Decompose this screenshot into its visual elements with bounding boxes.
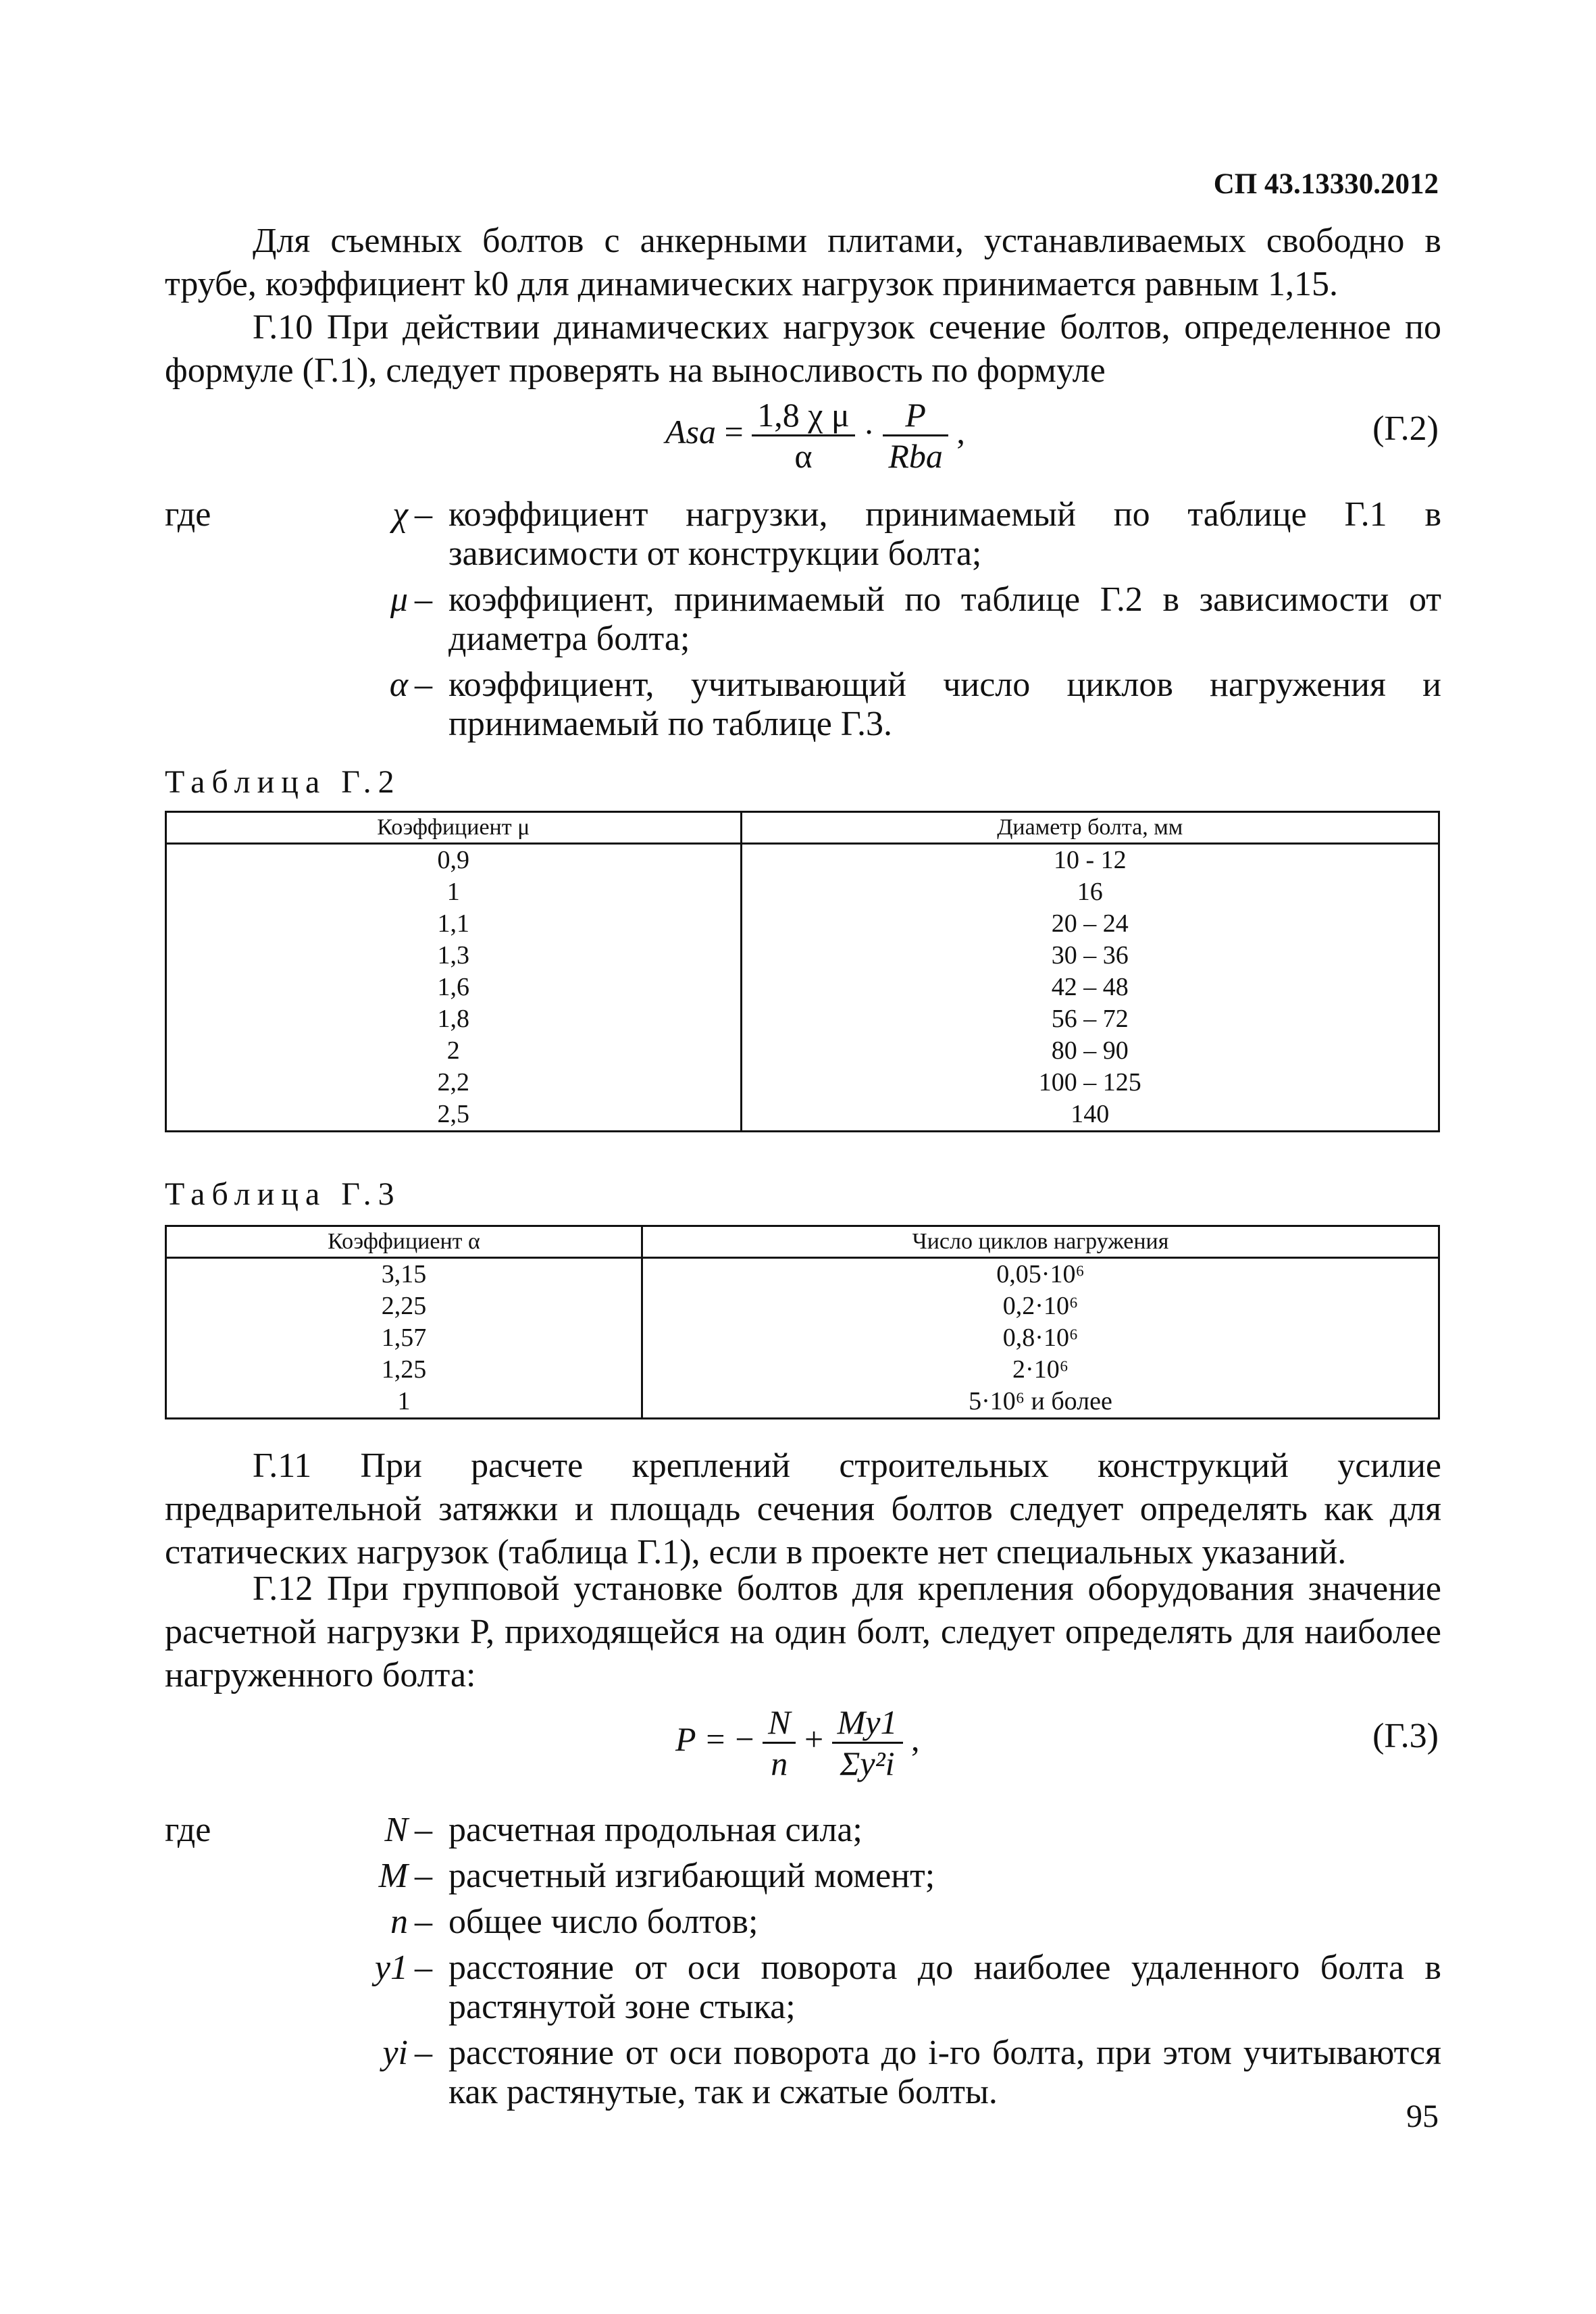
formula-g2-lhs: Asa [665,412,716,451]
table-row [166,1067,1439,1099]
formula-g2-fraction2: $\frac{P}{\text{Rba}}$ [883,395,948,476]
definition-dash: – [415,1948,432,1987]
definition-dash: – [415,2034,432,2072]
table-cell: 2,25 [166,1290,642,1322]
definition-where [165,580,273,659]
definition-text: общее число болтов; [448,1903,758,1941]
definition-text: расстояние от оси поворота до наиболее удаленного болта в растянутой зоне стыка; [448,1948,1441,2026]
definition-text: коэффициент, учитывающий число циклов нагружения и принимаемый по таблице Г.3. [448,665,1441,743]
table-cell: 80 – 90 [741,1035,1439,1067]
table-cell: 100 – 125 [741,1067,1439,1099]
definition-where: где [165,495,211,534]
table-cell: 0,05·10⁶ [642,1258,1439,1291]
definition-item [165,1948,1441,2027]
definition-symbol: n [390,1903,408,1941]
definition-symbol: M [378,1857,408,1895]
formula-g3-lhs: P = [675,1719,727,1758]
table-row [166,1354,1439,1386]
table-cell: 1,1 [166,908,742,940]
table-row [166,972,1439,1003]
definition-where [165,1857,273,1896]
table-cell: 1,3 [166,940,742,972]
table-row [166,940,1439,972]
table-cell: 1 [166,1386,642,1419]
definition-where [165,1903,273,1942]
table-cell: 1,8 [166,1003,742,1035]
page-number: 95 [1406,2098,1439,2134]
definition-item [165,1811,1441,1850]
definitions-g3 [165,1811,1441,2119]
definitions-g2 [165,495,1441,751]
table-cell: 1,6 [166,972,742,1003]
definition-symbol: y1 [374,1948,408,1987]
table-row [166,876,1439,908]
formula-g2-fraction1: $\frac{\text{1,8 χ μ}}{\alpha}$ [752,395,855,476]
definition-item [165,1903,1441,1942]
definition-where: где [165,1811,211,1849]
table-g3 [165,1225,1440,1419]
definition-text: расчетная продольная сила; [448,1811,863,1849]
table-g2 [165,811,1440,1132]
definition-where [165,665,273,744]
table-row [166,844,1439,877]
table-g2-caption: Таблица Г.2 [165,764,401,800]
definition-dash: – [415,1903,432,1941]
table-row [166,1035,1439,1067]
formula-g3-fraction2: $\frac{My1}{\text{Σy²i}}$ [832,1703,903,1783]
table-g2-header-diameter: Диаметр болта, мм [741,812,1439,844]
table-cell: 5·10⁶ и более [642,1386,1439,1419]
formula-g2-number: (Г.2) [1372,409,1439,448]
table-row [166,1386,1439,1419]
definition-symbol: χ [392,495,408,534]
table-g3-caption: Таблица Г.3 [165,1176,401,1212]
paragraph-anchor-bolts: Для съемных болтов с анкерными плитами, устанавливаемых свободно в трубе, коэффициент k0 для динамических нагрузок принимается равным 1,15. [165,222,1441,303]
table-cell: 2,5 [166,1099,742,1132]
table-cell: 0,9 [166,844,742,877]
definition-text: коэффициент, принимаемый по таблице Г.2 в зависимости от диаметра болта; [448,580,1441,658]
formula-g3-number: (Г.3) [1372,1717,1439,1755]
definition-dash: – [415,665,432,704]
table-cell: 140 [741,1099,1439,1132]
paragraph-g11: Г.11 При расчете креплений строительных конструкций усилие предварительной затяжки и площадь сечения болтов следует определять как для статических нагрузок (таблица Г.1), если в проекте нет специальных указаний. [165,1447,1441,1571]
table-g2-header-coef: Коэффициент μ [166,812,742,844]
definition-item [165,2034,1441,2112]
table-cell: 1,25 [166,1354,642,1386]
table-cell: 1 [166,876,742,908]
definition-dash: – [415,1857,432,1895]
table-row [166,908,1439,940]
table-cell: 10 - 12 [741,844,1439,877]
table-cell: 0,8·10⁶ [642,1322,1439,1354]
table-cell: 16 [741,876,1439,908]
table-cell: 2·10⁶ [642,1354,1439,1386]
definition-text: расстояние от оси поворота до i-го болта, при этом учитываются как растянутые, так и сжатые болты. [448,2034,1441,2111]
formula-g3-fraction1: $\frac{N}{n}$ [763,1703,796,1783]
formula-g2: Asa = $\frac{\text{1,8 χ μ}}{\alpha}$ · $\frac{P}{\text{Rba}}$ , [665,396,965,475]
table-cell: 1,57 [166,1322,642,1354]
table-g3-header-cycles: Число циклов нагружения [642,1226,1439,1258]
definition-symbol: N [384,1811,408,1849]
definition-symbol: α [389,665,408,704]
definition-item [165,1857,1441,1896]
definition-text: расчетный изгибающий момент; [448,1857,935,1895]
table-row [166,1003,1439,1035]
definition-where [165,1948,273,2027]
definition-item [165,495,1441,574]
table-row [166,1322,1439,1354]
table-row [166,1290,1439,1322]
definition-symbol: yi [382,2034,408,2072]
table-cell: 42 – 48 [741,972,1439,1003]
document-header: СП 43.13330.2012 [1213,168,1439,200]
definition-dash: – [415,580,432,619]
table-cell: 3,15 [166,1258,642,1291]
table-cell: 0,2·10⁶ [642,1290,1439,1322]
table-row [166,1099,1439,1132]
definition-where [165,2034,273,2112]
definition-item [165,665,1441,744]
table-cell: 2 [166,1035,742,1067]
table-cell: 2,2 [166,1067,742,1099]
definition-dash: – [415,495,432,534]
definition-text: коэффициент нагрузки, принимаемый по таблице Г.1 в зависимости от конструкции болта; [448,495,1441,573]
formula-g3: P = − $\frac{N}{n}$ + $\frac{My1}{\text{Σy²i}}$ , [675,1703,920,1782]
paragraph-g10: Г.10 При действии динамических нагрузок сечение болтов, определенное по формуле (Г.1), следует проверять на выносливость по формуле [165,308,1441,390]
table-cell: 56 – 72 [741,1003,1439,1035]
table-cell: 20 – 24 [741,908,1439,940]
definition-item [165,580,1441,659]
paragraph-g12: Г.12 При групповой установке болтов для крепления оборудования значение расчетной нагрузки P, приходящейся на один болт, следует определять для наиболее нагруженного болта: [165,1569,1441,1694]
table-g3-header-coef: Коэффициент α [166,1226,642,1258]
table-row [166,1258,1439,1291]
table-cell: 30 – 36 [741,940,1439,972]
definition-dash: – [415,1811,432,1849]
definition-symbol: μ [390,580,408,619]
